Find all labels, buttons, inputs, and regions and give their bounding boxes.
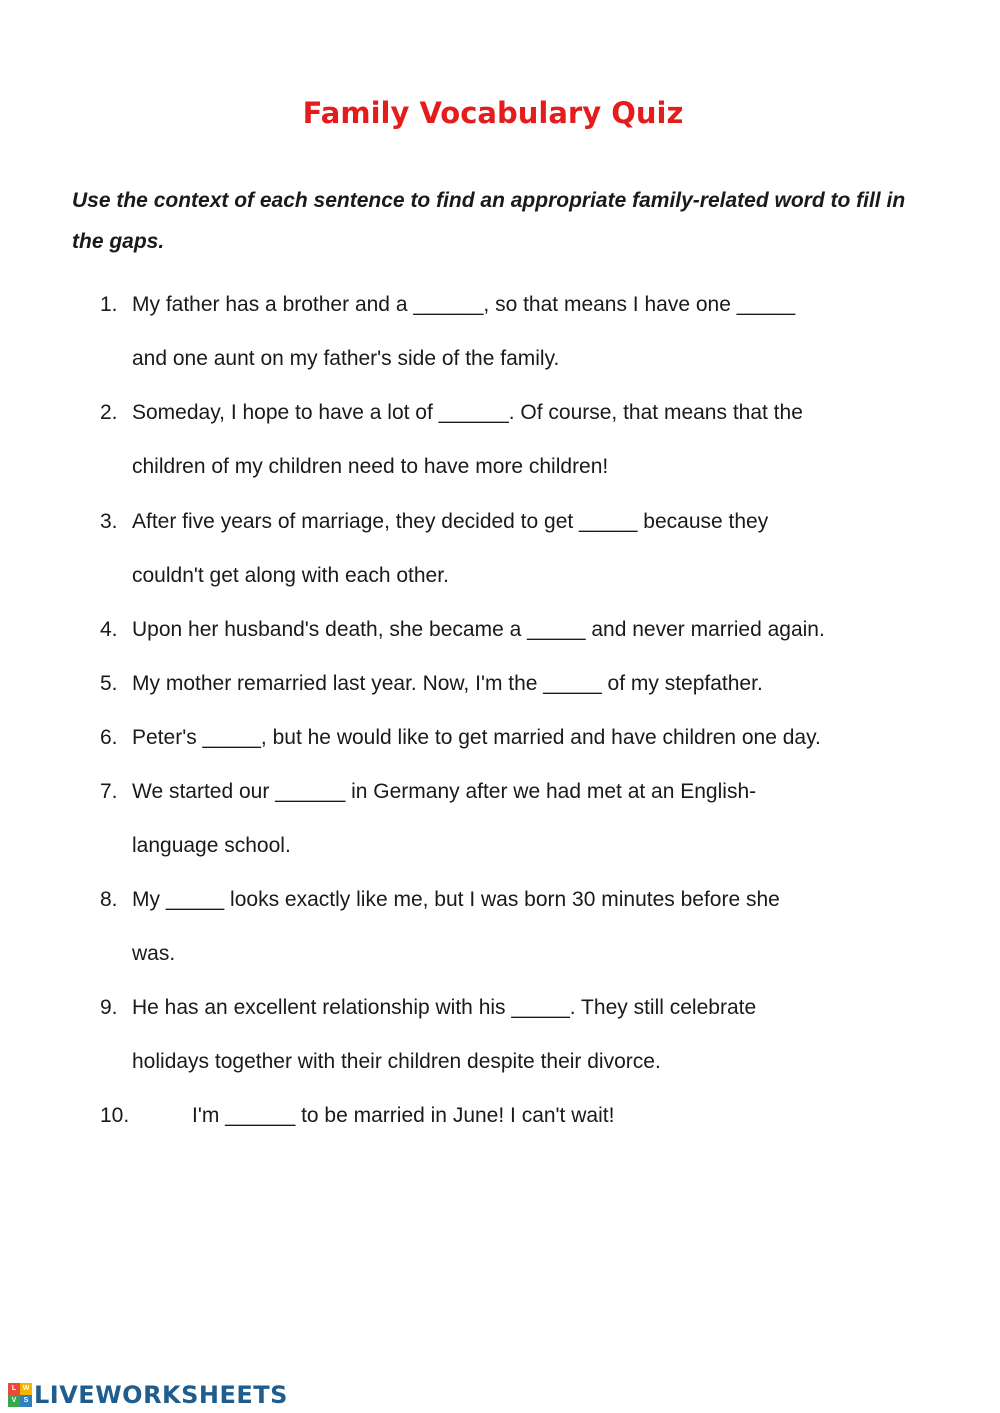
footer-logo	[8, 1380, 288, 1410]
question-number: 7.	[100, 780, 118, 803]
logo-text: LIVEWORKSHEETS	[34, 1381, 288, 1409]
instructions: Use the context of each sentence to find an appropriate family-related word to fill in the gaps.	[72, 189, 906, 253]
question-number: 9.	[100, 996, 118, 1019]
question-text: My mother remarried last year. Now, I'm the _____ of my stepfather.	[132, 672, 763, 695]
question-number: 5.	[100, 672, 118, 695]
question-number: 10.	[100, 1104, 130, 1127]
question-text: Upon her husband's death, she became a _____ and never married again.	[132, 618, 825, 641]
question-number: 4.	[100, 618, 118, 641]
question-text: I'm ______ to be married in June! I can't wait!	[192, 1104, 615, 1127]
question-text: He has an excellent relationship with his _____. They still celebrate holidays together with their children despite their divorce.	[132, 996, 757, 1073]
page-title: Family Vocabulary Quiz	[302, 96, 684, 130]
question-text: My father has a brother and a ______, so that means I have one _____ and one aunt on my father's side of the family.	[132, 293, 796, 370]
question-number: 8.	[100, 888, 118, 911]
question-text: Peter's _____, but he would like to get married and have children one day.	[132, 726, 821, 749]
question-text: We started our ______ in Germany after we had met at an English- language school.	[132, 780, 757, 857]
question-number: 6.	[100, 726, 118, 749]
question-text: Someday, I hope to have a lot of ______. Of course, that means that the children of my children need to have more children!	[132, 401, 803, 478]
question-text: My _____ looks exactly like me, but I was born 30 minutes before she was.	[132, 888, 780, 965]
question-number: 2.	[100, 401, 118, 424]
liveworksheets-logo-icon: L W V S	[8, 1383, 32, 1407]
question-number: 3.	[100, 510, 118, 533]
question-number: 1.	[100, 293, 118, 316]
question-text: After five years of marriage, they decided to get _____ because they couldn't get along with each other.	[132, 510, 769, 587]
